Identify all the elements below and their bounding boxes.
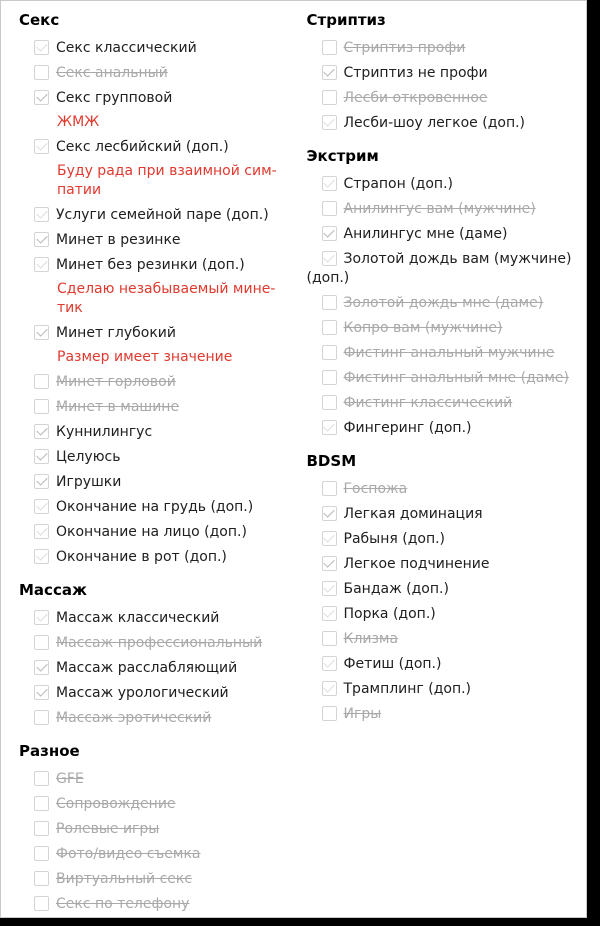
service-item <box>19 548 307 567</box>
service-label[interactable]: Куннилингус <box>56 424 153 440</box>
service-item <box>307 630 587 649</box>
checkmark-icon <box>36 685 47 696</box>
service-item <box>19 659 307 678</box>
service-label[interactable]: Секс лесбийский (доп.) <box>56 139 229 155</box>
service-checkbox[interactable] <box>322 176 337 191</box>
service-label: Анилингус вам (мужчине) <box>343 201 536 217</box>
checkmark-icon <box>323 581 334 592</box>
service-section <box>307 147 587 438</box>
service-checkbox[interactable] <box>34 635 49 650</box>
service-item <box>307 344 587 363</box>
service-checkbox[interactable] <box>322 506 337 521</box>
service-checkbox[interactable] <box>34 232 49 247</box>
service-checkbox[interactable] <box>34 796 49 811</box>
service-label: Минет горловой <box>56 374 176 390</box>
service-label[interactable]: Массаж классический <box>56 610 220 626</box>
service-item <box>19 39 307 58</box>
service-item <box>19 684 307 703</box>
service-checkbox[interactable] <box>322 656 337 671</box>
service-section <box>19 581 307 728</box>
service-label: Виртуальный секс <box>56 871 193 887</box>
checkmark-icon <box>36 90 47 101</box>
service-checkbox[interactable] <box>322 226 337 241</box>
service-note: Сделаю незабываемый мине-тик <box>57 281 276 316</box>
service-checkbox[interactable] <box>34 90 49 105</box>
service-label: Ролевые игры <box>56 821 160 837</box>
service-label[interactable]: Массаж расслабляющий <box>56 660 238 676</box>
service-section <box>307 11 587 133</box>
service-item <box>19 64 307 83</box>
service-note: Размер имеет значение <box>57 349 233 365</box>
checkmark-icon <box>36 549 47 560</box>
service-checkbox[interactable] <box>34 325 49 340</box>
service-checkbox[interactable] <box>34 871 49 886</box>
service-item <box>19 423 307 442</box>
service-item <box>307 480 587 499</box>
service-checkbox[interactable] <box>34 821 49 836</box>
section-title: Секс <box>19 11 60 29</box>
service-checkbox[interactable] <box>322 201 337 216</box>
service-checkbox[interactable] <box>34 449 49 464</box>
service-checkbox[interactable] <box>34 257 49 272</box>
service-checkbox[interactable] <box>34 399 49 414</box>
service-item <box>19 523 307 542</box>
service-checkbox[interactable] <box>322 681 337 696</box>
checkmark-icon <box>36 232 47 243</box>
checkmark-icon <box>36 524 47 535</box>
service-label[interactable]: Страпон (доп.) <box>343 176 453 192</box>
checkmark-icon <box>323 420 334 431</box>
service-item <box>307 64 587 83</box>
checkmark-icon <box>323 226 334 237</box>
service-label[interactable]: Трамплинг (доп.) <box>343 681 472 697</box>
service-label[interactable]: Золотой дождь вам (мужчине) (доп.) <box>306 251 572 286</box>
service-checkbox[interactable] <box>322 531 337 546</box>
column <box>307 11 587 918</box>
service-checkbox[interactable] <box>322 320 337 335</box>
service-item <box>307 680 587 699</box>
service-item <box>307 225 587 244</box>
checkmark-icon <box>323 506 334 517</box>
service-item <box>19 770 307 789</box>
section-title: Разное <box>19 742 80 760</box>
service-section <box>307 452 587 724</box>
service-item <box>19 498 307 517</box>
service-label: Игры <box>343 706 382 722</box>
columns-wrapper <box>1 1 586 918</box>
checkmark-icon <box>36 660 47 671</box>
service-item <box>19 398 307 417</box>
service-label: Золотой дождь мне (даме) <box>343 295 544 311</box>
service-label: Клизма <box>343 631 399 647</box>
service-label: Фистинг классический <box>343 395 513 411</box>
service-label[interactable]: Стриптиз не профи <box>343 65 488 81</box>
service-label[interactable]: Целуюсь <box>56 449 121 465</box>
service-label[interactable]: Легкое подчинение <box>343 556 490 572</box>
checkmark-icon <box>323 176 334 187</box>
service-item <box>307 319 587 338</box>
service-checkbox[interactable] <box>34 424 49 439</box>
checkmark-icon <box>323 65 334 76</box>
service-item <box>307 200 587 219</box>
service-checkbox[interactable] <box>322 295 337 310</box>
service-checkbox[interactable] <box>34 40 49 55</box>
service-label[interactable]: Окончание на лицо (доп.) <box>56 524 247 540</box>
service-label[interactable]: Окончание в рот (доп.) <box>56 549 227 565</box>
service-item <box>19 820 307 839</box>
column <box>19 11 307 918</box>
service-item <box>307 555 587 574</box>
service-item <box>19 256 307 275</box>
section-title: Стриптиз <box>306 11 386 29</box>
checkmark-icon <box>36 257 47 268</box>
service-item <box>307 294 587 313</box>
checkmark-icon <box>323 251 334 262</box>
service-checkbox[interactable] <box>34 65 49 80</box>
service-label[interactable]: Легкая доминация <box>343 506 483 522</box>
service-item <box>307 39 587 58</box>
service-checkbox[interactable] <box>322 345 337 360</box>
checkmark-icon <box>323 115 334 126</box>
checkmark-icon <box>323 656 334 667</box>
service-checkbox[interactable] <box>34 660 49 675</box>
service-checkbox[interactable] <box>34 685 49 700</box>
service-checkbox[interactable] <box>34 710 49 725</box>
service-label[interactable]: Минет без резинки (доп.) <box>56 257 245 273</box>
service-label: Копро вам (мужчине) <box>343 320 503 336</box>
service-checkbox[interactable] <box>34 499 49 514</box>
service-label: Сопровождение <box>56 796 176 812</box>
service-checkbox[interactable] <box>34 374 49 389</box>
service-label[interactable]: Окончание на грудь (доп.) <box>56 499 254 515</box>
service-label[interactable]: Массаж урологический <box>56 685 229 701</box>
service-item <box>19 324 307 343</box>
service-checkbox[interactable] <box>34 524 49 539</box>
service-checkbox[interactable] <box>34 549 49 564</box>
checkmark-icon <box>36 499 47 510</box>
service-item <box>307 250 587 288</box>
service-checkbox[interactable] <box>322 556 337 571</box>
service-checkbox[interactable] <box>322 631 337 646</box>
service-item <box>19 373 307 392</box>
service-item <box>307 419 587 438</box>
service-label[interactable]: Бандаж (доп.) <box>343 581 449 597</box>
service-item <box>307 605 587 624</box>
service-item <box>307 175 587 194</box>
service-item <box>19 795 307 814</box>
service-checkbox[interactable] <box>322 606 337 621</box>
service-item <box>19 448 307 467</box>
service-checkbox[interactable] <box>322 115 337 130</box>
checkmark-icon <box>323 531 334 542</box>
service-label: Стриптиз профи <box>343 40 466 56</box>
service-label: Лесби откровенное <box>343 90 488 106</box>
service-item <box>307 505 587 524</box>
service-label[interactable]: Рабыня (доп.) <box>343 531 446 547</box>
service-label[interactable]: Минет глубокий <box>56 325 176 341</box>
checkmark-icon <box>36 139 47 150</box>
service-checkbox[interactable] <box>322 395 337 410</box>
checkmark-icon <box>36 474 47 485</box>
service-item <box>19 138 307 157</box>
service-item <box>307 369 587 388</box>
service-checkbox[interactable] <box>34 846 49 861</box>
service-item <box>307 114 587 133</box>
checkmark-icon <box>36 207 47 218</box>
service-note: Буду рада при взаимной сим-патии <box>57 163 277 198</box>
checkmark-icon <box>36 424 47 435</box>
service-label[interactable]: Лесби-шоу легкое (доп.) <box>343 115 526 131</box>
service-label: Секс по телефону <box>56 896 190 912</box>
section-title: BDSM <box>306 452 357 470</box>
service-label[interactable]: Секс классический <box>56 40 197 56</box>
section-title: Экстрим <box>306 147 379 165</box>
service-section <box>19 742 307 914</box>
service-label[interactable]: Услуги семейной паре (доп.) <box>56 207 269 223</box>
service-checkbox[interactable] <box>34 896 49 911</box>
service-item <box>19 709 307 728</box>
checkmark-icon <box>36 610 47 621</box>
checkmark-icon <box>36 325 47 336</box>
service-item <box>19 206 307 225</box>
service-checkbox[interactable] <box>322 420 337 435</box>
service-label: Минет в машине <box>56 399 180 415</box>
service-checkbox[interactable] <box>34 771 49 786</box>
section-title: Массаж <box>19 581 87 599</box>
service-checkbox[interactable] <box>322 706 337 721</box>
service-item <box>19 845 307 864</box>
service-label: Массаж профессиональный <box>56 635 263 651</box>
service-label: Массаж эротический <box>56 710 212 726</box>
service-label[interactable]: Фетиш (доп.) <box>343 656 442 672</box>
service-item <box>19 634 307 653</box>
service-label: Фистинг анальный мужчине <box>343 345 555 361</box>
service-checkbox[interactable] <box>322 40 337 55</box>
service-item <box>307 655 587 674</box>
service-label[interactable]: Минет в резинке <box>56 232 181 248</box>
checkmark-icon <box>323 606 334 617</box>
service-item <box>19 895 307 914</box>
service-label: Секс анальный <box>56 65 168 81</box>
service-item <box>19 231 307 250</box>
service-label: Госпожа <box>343 481 408 497</box>
service-checkbox[interactable] <box>34 474 49 489</box>
service-checkbox[interactable] <box>34 139 49 154</box>
service-item <box>19 870 307 889</box>
service-section <box>19 11 307 567</box>
service-checkbox[interactable] <box>322 370 337 385</box>
checkmark-icon <box>323 556 334 567</box>
service-note: ЖМЖ <box>57 114 100 130</box>
service-label: Фото/видео съемка <box>56 846 201 862</box>
service-checkbox[interactable] <box>322 481 337 496</box>
service-item <box>19 473 307 492</box>
service-item <box>307 530 587 549</box>
service-checkbox[interactable] <box>322 90 337 105</box>
service-item <box>307 705 587 724</box>
service-item <box>307 580 587 599</box>
service-label[interactable]: Фингеринг (доп.) <box>343 420 472 436</box>
service-label[interactable]: Порка (доп.) <box>343 606 436 622</box>
service-item <box>19 609 307 628</box>
service-item <box>307 394 587 413</box>
checkmark-icon <box>36 449 47 460</box>
service-checkbox[interactable] <box>34 610 49 625</box>
checkmark-icon <box>36 40 47 51</box>
service-checkbox[interactable] <box>322 65 337 80</box>
service-label[interactable]: Анилингус мне (даме) <box>343 226 508 242</box>
service-label[interactable]: Секс групповой <box>56 90 173 106</box>
service-checkbox[interactable] <box>322 251 337 266</box>
service-label: Фистинг анальный мне (даме) <box>343 370 569 386</box>
service-item <box>307 89 587 108</box>
service-checkbox[interactable] <box>322 581 337 596</box>
service-item <box>19 89 307 108</box>
checkmark-icon <box>323 681 334 692</box>
service-label[interactable]: Игрушки <box>56 474 122 490</box>
service-checkbox[interactable] <box>34 207 49 222</box>
service-label: GFE <box>56 771 84 787</box>
